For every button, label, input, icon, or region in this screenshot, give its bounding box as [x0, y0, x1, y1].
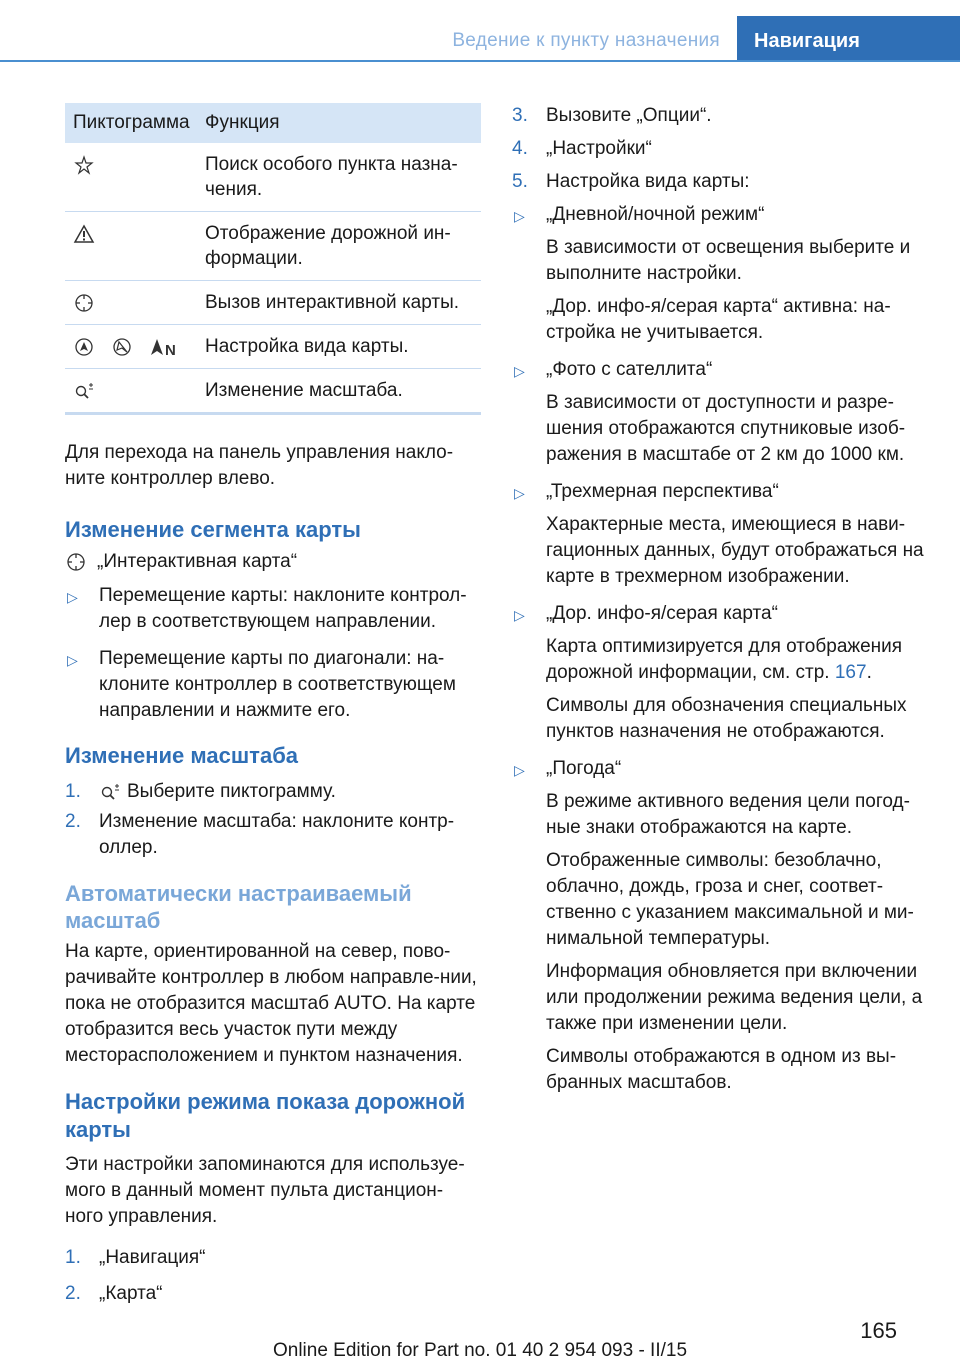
step-text: „Настройки“: [546, 138, 652, 159]
list-item: [512, 756, 932, 782]
bullet-description: Характерные места, имеющиеся в нави-гационных данных, будут отображаться на карте в трехмерном изображении.: [546, 514, 924, 587]
compass-icon: [111, 336, 133, 358]
bullet-description-text: Карта оптимизируется для отображения дорожной информации, см. стр.: [546, 636, 903, 683]
bullet-description: Символы для обозначения специальных пунктов назначения не отображаются.: [546, 695, 907, 742]
bullet-text: „Погода“: [546, 758, 622, 779]
list-item: [65, 1281, 481, 1307]
header-chapter-tab: Навигация: [737, 16, 960, 61]
table-row: [65, 281, 481, 325]
bullet-description: В зависимости от освещения выберите и выполните настройки.: [546, 237, 911, 284]
list-item: [512, 136, 932, 162]
bullet-triangle-icon: ▷: [514, 485, 525, 501]
bullet-text: „Дневной/ночной режим“: [546, 204, 765, 225]
crosshair-icon: [65, 551, 87, 573]
list-item: [512, 169, 932, 195]
bullet-triangle-icon: ▷: [514, 208, 525, 224]
list-item: [512, 601, 932, 627]
crosshair-icon: [73, 292, 95, 314]
table-head-function: Функция: [197, 103, 481, 143]
table-cell-function: Настройка вида карты.: [197, 325, 481, 369]
settings-paragraph: Эти настройки запоминаются для используе-мого в данный момент пульта дистанцион-ного управления.: [65, 1154, 465, 1227]
north-arrow-icon: [149, 336, 179, 358]
step-text: „Карта“: [99, 1283, 163, 1304]
star-poi-icon: [73, 154, 95, 176]
bullet-description: Отображенные символы: безоблачно, облачно, дождь, гроза и снег, соответ-ственно с указанием максимальной и ми-нимальной температуры.: [546, 850, 914, 949]
left-column: [65, 103, 481, 1307]
bullet-description: В режиме активного ведения цели погод-ные знаки отображаются на карте.: [546, 791, 910, 838]
list-item: [65, 1245, 481, 1271]
list-item: [65, 583, 481, 635]
bullet-text: „Дор. инфо-я/серая карта“: [546, 603, 778, 624]
bullet-triangle-icon: ▷: [514, 607, 525, 623]
table-head-pictogram: Пиктограмма: [65, 103, 197, 143]
interactive-map-line: [65, 549, 481, 575]
table-cell-function: Вызов интерактивной карты.: [197, 281, 481, 325]
bullet-text: Перемещение карты по диагонали: на-клоните контроллер в соответствующем направлении и нажмите его.: [99, 648, 456, 721]
bullet-description: Информация обновляется при включении или продолжении режима ведения цели, а также при изменении цели.: [546, 961, 923, 1034]
bullet-triangle-icon: ▷: [67, 652, 78, 668]
bullet-description: Символы отображаются в одном из вы-бранных масштабов.: [546, 1046, 897, 1093]
bullet-text: „Трехмерная перспектива“: [546, 481, 779, 502]
bullet-triangle-icon: ▷: [514, 363, 525, 379]
bullet-text: Перемещение карты: наклоните контрол-лер в соответствующем направлении.: [99, 585, 467, 632]
list-item: [65, 646, 481, 724]
intro-paragraph: Для перехода на панель управления накло-ните контроллер влево.: [65, 442, 454, 489]
table-row: [65, 212, 481, 281]
zoom-icon: [99, 781, 121, 803]
step-text: Настройка вида карты:: [546, 171, 750, 192]
svg-text:N: N: [165, 341, 176, 358]
step-number: 2.: [65, 1283, 81, 1304]
bullet-description: „Дор. инфо-я/серая карта“ активна: на-стройка не учитывается.: [546, 296, 891, 343]
interactive-map-label: „Интерактивная карта“: [97, 551, 298, 572]
step-text: „Навигация“: [99, 1247, 206, 1268]
step-text: Выберите пиктограмму.: [127, 781, 336, 802]
heading-scale: Изменение масштаба: [65, 743, 299, 768]
step-number: 3.: [512, 105, 528, 126]
step-text: Изменение масштаба: наклоните контр-оллер.: [99, 811, 455, 858]
bullet-triangle-icon: ▷: [514, 762, 525, 778]
list-item: [512, 479, 932, 505]
table-row: [65, 143, 481, 212]
page-reference-link[interactable]: 167: [834, 662, 867, 683]
table-cell-function: Изменение масштаба.: [197, 369, 481, 414]
list-item: [65, 809, 481, 861]
table-cell-function: Поиск особого пункта назна-чения.: [197, 143, 481, 212]
heading-map-settings: Настройки режима показа дорожной карты: [65, 1089, 466, 1142]
step-number: 4.: [512, 138, 528, 159]
list-item: [512, 202, 932, 228]
map-view-icon: [73, 336, 95, 358]
list-item: [65, 779, 481, 805]
step-text: Вызовите „Опции“.: [546, 105, 712, 126]
heading-auto-scale: Автоматически настраиваемый масштаб: [65, 881, 412, 933]
step-number: 1.: [65, 781, 81, 802]
warning-triangle-icon: [73, 223, 95, 245]
auto-scale-paragraph: На карте, ориентированной на север, пово-рачивайте контроллер в любом направле-нии, пока не отобразится масштаб AUTO. На карте отобразится весь участок пути между месторасположением и пунктом назначения.: [65, 941, 477, 1066]
header-rule: [0, 60, 960, 62]
punctuation: .: [866, 662, 872, 683]
table-row: [65, 369, 481, 414]
step-number: 1.: [65, 1247, 81, 1268]
footer-edition: Online Edition for Part no. 01 40 2 954 093 - II/15: [272, 1340, 688, 1361]
step-number: 5.: [512, 171, 528, 192]
table-row: [65, 325, 481, 369]
bullet-text: „Фото с сателлита“: [546, 359, 713, 380]
bullet-description: [512, 634, 932, 686]
header-section-title: Ведение к пункту назначения: [452, 30, 720, 51]
list-item: [512, 103, 932, 129]
page-number: 165: [860, 1318, 897, 1343]
pictogram-table: [65, 103, 481, 415]
table-cell-function: Отображение дорожной ин-формации.: [197, 212, 481, 281]
list-item: [512, 357, 932, 383]
bullet-triangle-icon: ▷: [67, 589, 78, 605]
step-number: 2.: [65, 811, 81, 832]
bullet-description: В зависимости от доступности и разре-шения отображаются спутниковые изоб-ражения в масштабе от 2 км до 1000 км.: [546, 392, 906, 465]
zoom-icon: [73, 380, 95, 402]
heading-map-segment: Изменение сегмента карты: [65, 517, 361, 542]
right-column: [512, 103, 932, 1096]
